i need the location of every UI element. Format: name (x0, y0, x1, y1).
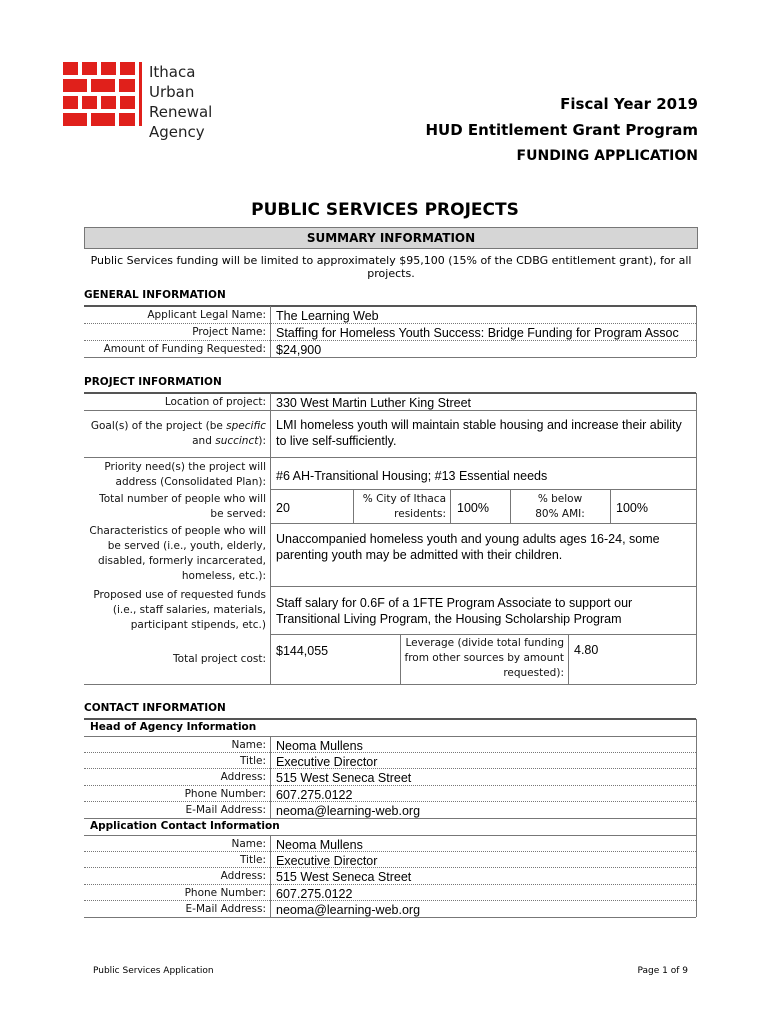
logo-block (63, 113, 87, 126)
head-of-agency-heading: Head of Agency Information (90, 721, 257, 733)
fiscal-year: Fiscal Year 2019 (560, 95, 698, 113)
characteristics-label: Characteristics of people who will be served (i.e., youth, elderly, disabled, formerly incarcerated, homeless, etc.): (89, 525, 266, 582)
head-title-value: Executive Director (276, 755, 378, 769)
applicant-name-value: The Learning Web (276, 309, 379, 323)
city-residents-value: 100% (457, 501, 489, 515)
app-address-label: Address: (220, 870, 266, 882)
divider (610, 490, 611, 523)
goal-label: Goal(s) of the project (be specific and succinct): (90, 420, 266, 447)
divider (270, 523, 696, 524)
project-name-label: Project Name: (192, 326, 266, 338)
proposed-use-value: Staff salary for 0.6F of a 1FTE Program Associate to support our Transitional Living Program, the Housing Scholarship Program (276, 596, 633, 626)
head-phone-value: 607.275.0122 (276, 788, 353, 802)
logo-block (139, 62, 142, 126)
app-email-label: E-Mail Address: (185, 903, 266, 915)
applicant-name-label: Applicant Legal Name: (147, 309, 266, 321)
program-name: HUD Entitlement Grant Program (425, 121, 698, 139)
summary-heading: SUMMARY INFORMATION (84, 227, 698, 249)
location-label: Location of project: (164, 396, 266, 408)
people-served-label: Total number of people who will be served: (99, 493, 266, 520)
logo-block (119, 113, 135, 126)
divider (270, 737, 271, 818)
footer-page-number: Page 1 of 9 (637, 966, 688, 976)
contact-info-heading: CONTACT INFORMATION (84, 702, 226, 714)
app-phone-value: 607.275.0122 (276, 887, 353, 901)
head-name-label: Name: (231, 739, 266, 751)
divider (270, 634, 696, 635)
logo-block (101, 96, 116, 109)
logo-block (120, 62, 135, 75)
divider (84, 835, 696, 836)
app-address-value: 515 West Seneca Street (276, 870, 412, 884)
funding-application: FUNDING APPLICATION (516, 148, 698, 164)
divider (568, 635, 569, 684)
app-name-value: Neoma Mullens (276, 838, 363, 852)
city-residents-label: % City of Ithaca residents: (362, 493, 446, 520)
funding-requested-value: $24,900 (276, 343, 322, 357)
ami-label: % below 80% AMI: (535, 493, 585, 520)
project-info-heading: PROJECT INFORMATION (84, 376, 222, 388)
logo-block (63, 62, 78, 75)
logo-block (119, 79, 135, 92)
characteristics-value: Unaccompanied homeless youth and young adults ages 16-24, some parenting youth may be admitted with their children. (276, 532, 660, 562)
divider (270, 586, 696, 587)
app-title-value: Executive Director (276, 854, 378, 868)
head-email-label: E-Mail Address: (185, 804, 266, 816)
logo-block (91, 113, 115, 126)
goal-value: LMI homeless youth will maintain stable housing and increase their ability to live self-sufficiently. (276, 418, 682, 448)
logo-block (91, 79, 115, 92)
divider (270, 489, 696, 490)
logo-block (120, 96, 135, 109)
footer-doc-name: Public Services Application (93, 966, 214, 976)
head-title-label: Title: (239, 755, 266, 767)
page-title: PUBLIC SERVICES PROJECTS (251, 200, 519, 220)
logo-block (63, 96, 78, 109)
head-phone-label: Phone Number: (184, 788, 266, 800)
divider (84, 323, 696, 324)
divider (696, 306, 697, 357)
location-value: 330 West Martin Luther King Street (276, 396, 472, 410)
divider (84, 718, 696, 720)
divider (270, 393, 271, 684)
general-info-heading: GENERAL INFORMATION (84, 289, 226, 301)
people-served-value: 20 (276, 501, 290, 515)
head-name-value: Neoma Mullens (276, 739, 363, 753)
ami-value: 100% (616, 501, 648, 515)
proposed-use-label: Proposed use of requested funds (i.e., staff salaries, materials, participant stipends, etc.) (93, 589, 266, 631)
divider (84, 357, 696, 358)
logo-block (63, 79, 87, 92)
funding-note: Public Services funding will be limited to approximately $95,100 (15% of the CDBG entitlement grant), for all projects. (90, 254, 692, 280)
project-name-value: Staffing for Homeless Youth Success: Bridge Funding for Program Assoc (276, 326, 679, 340)
app-title-label: Title: (239, 854, 266, 866)
funding-requested-label: Amount of Funding Requested: (103, 343, 266, 355)
logo-block (101, 62, 116, 75)
divider (270, 306, 271, 357)
divider (84, 392, 696, 394)
total-cost-label: Total project cost: (173, 653, 266, 665)
divider (84, 736, 696, 737)
application-contact-heading: Application Contact Information (90, 820, 280, 832)
head-email-value: neoma@learning-web.org (276, 804, 421, 818)
leverage-value: 4.80 (574, 643, 599, 657)
logo-block (82, 62, 97, 75)
divider (84, 684, 696, 685)
app-email-value: neoma@learning-web.org (276, 903, 421, 917)
logo-text: Ithaca Urban Renewal Agency (149, 63, 213, 141)
divider (450, 490, 451, 523)
divider (696, 393, 697, 684)
divider (696, 719, 697, 917)
logo-block (82, 96, 97, 109)
leverage-label: Leverage (divide total funding from other sources by amount requested): (404, 637, 564, 679)
priority-need-label: Priority need(s) the project will address (Consolidated Plan): (104, 461, 266, 488)
divider (84, 305, 696, 307)
divider (84, 457, 696, 458)
total-cost-value: $144,055 (276, 644, 329, 658)
divider (270, 836, 271, 917)
app-phone-label: Phone Number: (184, 887, 266, 899)
priority-need-value: #6 AH-Transitional Housing; #13 Essential needs (276, 469, 548, 483)
head-address-value: 515 West Seneca Street (276, 771, 412, 785)
head-address-label: Address: (220, 771, 266, 783)
app-name-label: Name: (231, 838, 266, 850)
